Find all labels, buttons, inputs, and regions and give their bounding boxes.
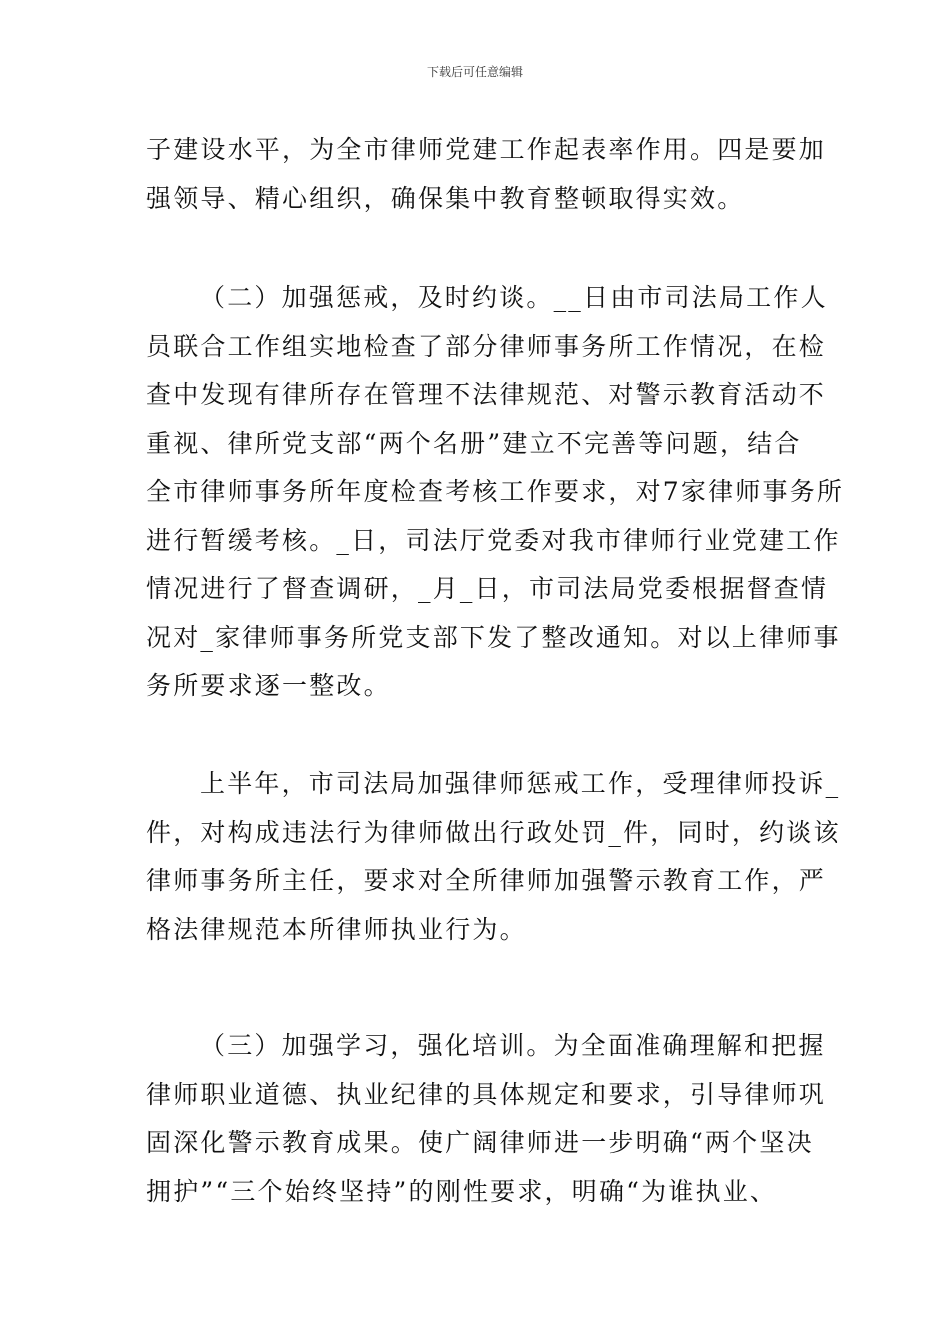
paragraph-line: 全市律师事务所年度检查考核工作要求，对7家律师事务所 <box>146 477 845 506</box>
paragraph-line: 情况进行了督查调研，_月_日，市司法局党委根据督查情 <box>146 574 829 603</box>
paragraph-line: 查中发现有律所存在管理不法律规范、对警示教育活动不 <box>146 380 827 409</box>
paragraph-line: 重视、律所党支部“两个名册”建立不完善等问题，结合 <box>146 428 802 458</box>
page-header: 下载后可任意编辑 <box>426 65 523 79</box>
paragraph-line: 件，对构成违法行为律师做出行政处罚_件，同时，约谈该 <box>146 817 841 847</box>
paragraph-line: 固深化警示教育成果。使广阔律师进一步明确“两个坚决 <box>146 1128 814 1157</box>
paragraph-3 <box>146 760 841 954</box>
paragraph-line: （三）加强学习，强化培训。为全面准确理解和把握 <box>200 1031 826 1060</box>
paragraph-line: 律师事务所主任，要求对全所律师加强警示教育工作，严 <box>146 866 827 895</box>
paragraph-line: 况对_家律师事务所党支部下发了整改通知。对以上律师事 <box>146 622 841 652</box>
paragraph-line: 强领导、精心组织，确保集中教育整顿取得实效。 <box>146 183 745 213</box>
paragraph-line: 进行暂缓考核。_日，司法厅党委对我市律师行业党建工作 <box>146 525 841 555</box>
paragraph-line: 格法律规范本所律师执业行为。 <box>146 914 527 944</box>
paragraph-4 <box>146 1022 827 1216</box>
paragraph-line: （二）加强惩戒，及时约谈。__日由市司法局工作人 <box>200 283 828 312</box>
paragraph-line: 上半年，市司法局加强律师惩戒工作，受理律师投诉_ <box>200 769 841 798</box>
paragraph-line: 子建设水平，为全市律师党建工作起表率作用。四是要加 <box>146 135 827 164</box>
paragraph-line: 律师职业道德、执业纪律的具体规定和要求，引导律师巩 <box>146 1079 827 1109</box>
paragraph-line: 拥护”“三个始终坚持”的刚性要求，明确“为谁执业、 <box>146 1176 778 1206</box>
paragraph-2 <box>146 274 845 711</box>
paragraph-1 <box>146 126 827 223</box>
paragraph-line: 员联合工作组实地检查了部分律师事务所工作情况，在检 <box>146 331 827 361</box>
paragraph-line: 务所要求逐一整改。 <box>146 671 391 700</box>
